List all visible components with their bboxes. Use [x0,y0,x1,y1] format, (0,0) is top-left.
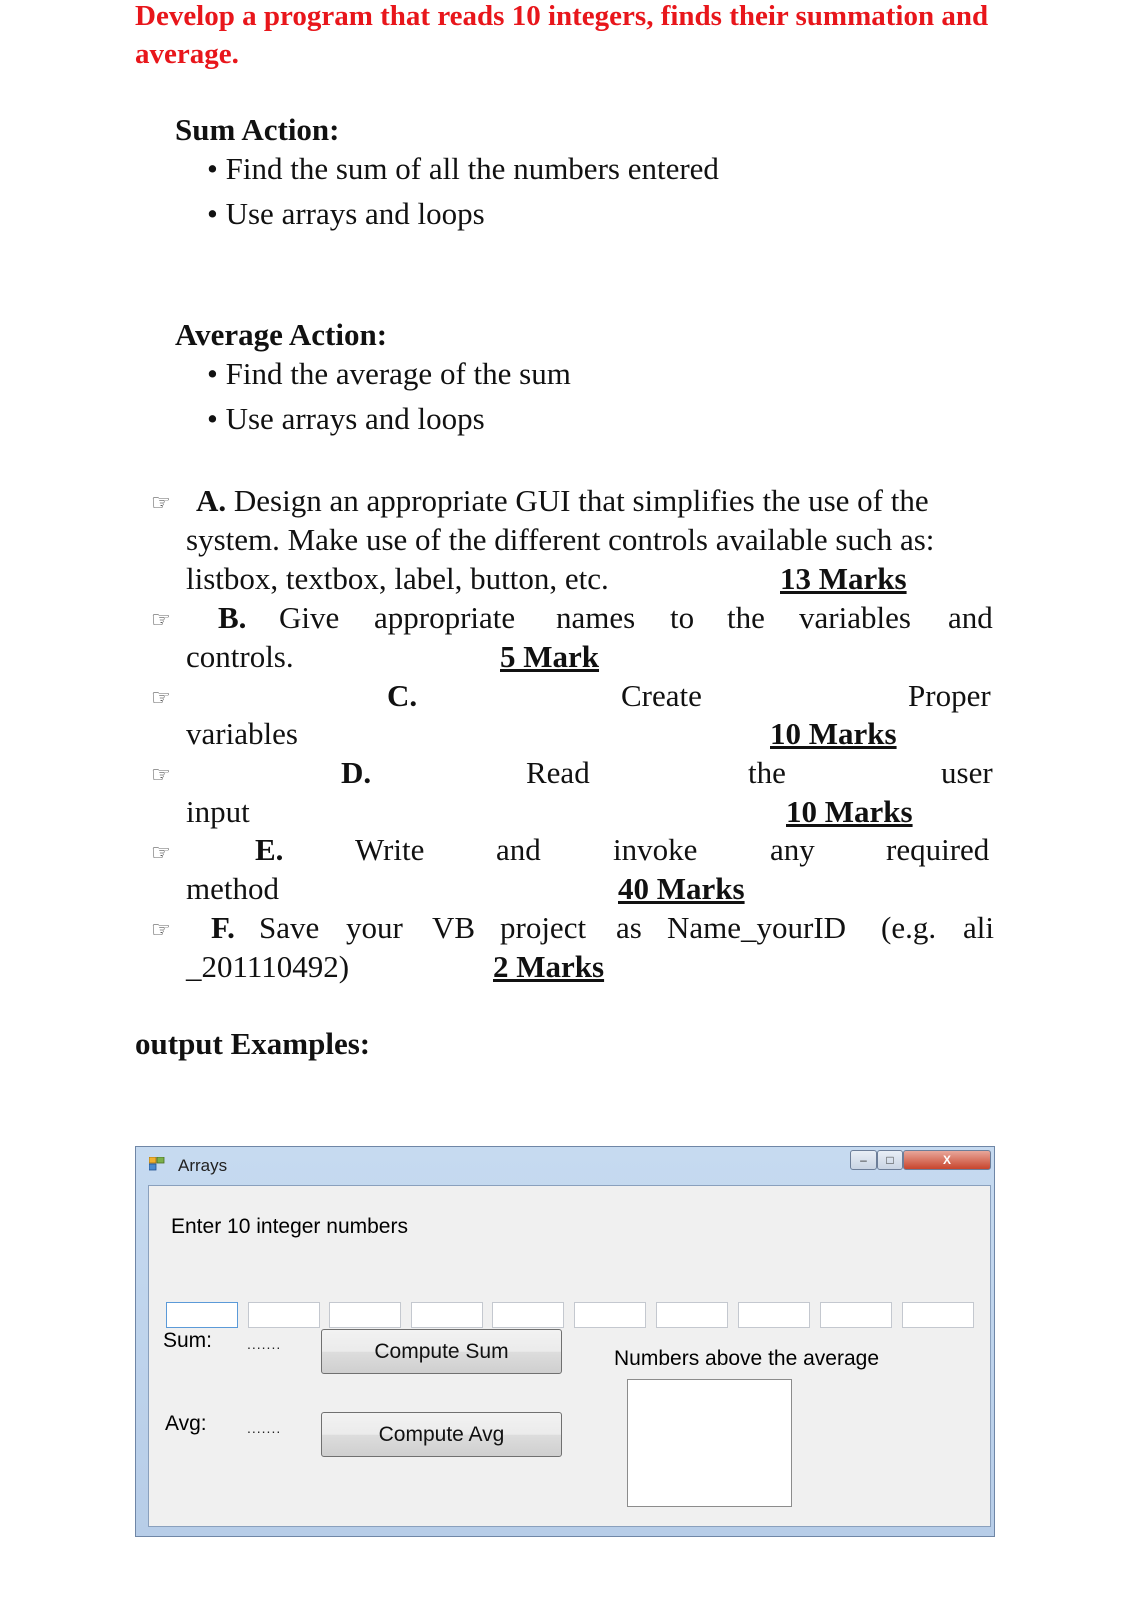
task-d-word: the [748,755,786,790]
task-f-word: Name_yourID [667,910,847,945]
pointing-hand-icon: ☞ [151,918,171,943]
arrays-window [135,1146,995,1537]
number-input-5[interactable] [492,1302,564,1328]
pointing-hand-icon: ☞ [151,763,171,788]
task-c-line2: variables [186,716,298,751]
task-b-marks: 5 Mark [500,639,600,674]
task-c-word: Proper [908,678,991,713]
task-b-letter: B. [218,600,247,635]
close-button[interactable]: X [903,1150,991,1170]
numbers-above-average-listbox[interactable] [627,1379,792,1507]
task-b-word: names [556,600,636,635]
compute-avg-button[interactable]: Compute Avg [321,1412,562,1457]
task-f-word: Save [259,910,320,945]
avg-label: Avg: [165,1412,207,1435]
task-f-word: your [346,910,403,945]
task-e-marks: 40 Marks [618,871,745,906]
sum-label: Sum: [163,1329,213,1352]
task-d-word: user [941,755,993,790]
task-d-word: Read [526,755,590,790]
task-d-marks: 10 Marks [786,794,913,829]
numbers-above-average-label: Numbers above the average [614,1347,879,1370]
task-c-marks: 10 Marks [770,716,897,751]
task-e-word: Write [355,832,425,867]
task-f-letter: F. [211,910,235,945]
task-b-word: to [670,600,695,635]
pointing-hand-icon: ☞ [151,686,171,711]
task-d-letter: D. [341,755,372,790]
number-input-6[interactable] [574,1302,646,1328]
list-item: • Find the average of the sum [207,356,571,391]
task-b-word: and [948,600,993,635]
task-e-word: invoke [613,832,698,867]
list-item: • Use arrays and loops [207,196,485,231]
task-b-word: variables [799,600,911,635]
number-input-8[interactable] [738,1302,810,1328]
task-e-word: required [886,832,990,867]
average-action-heading: Average Action: [175,317,388,352]
task-a-line2: system. Make use of the different controls available such as: [186,522,935,557]
pointing-hand-icon: ☞ [151,491,171,516]
number-input-9[interactable] [820,1302,892,1328]
minimize-button[interactable]: – [850,1150,877,1170]
task-a-line3: listbox, textbox, label, button, etc. [186,561,609,596]
window-title: Arrays [178,1156,228,1175]
task-e-letter: E. [255,832,284,867]
number-input-3[interactable] [329,1302,401,1328]
task-f-marks: 2 Marks [493,949,605,984]
form-client-area [148,1185,991,1527]
app-form-icon [149,1157,165,1171]
number-input-1[interactable] [166,1302,238,1328]
pointing-hand-icon: ☞ [151,841,171,866]
list-item: • Use arrays and loops [207,401,485,436]
number-input-4[interactable] [411,1302,483,1328]
task-b-word: Give [279,600,340,635]
number-input-2[interactable] [248,1302,320,1328]
number-input-7[interactable] [656,1302,728,1328]
pointing-hand-icon: ☞ [151,608,171,633]
maximize-button[interactable]: □ [877,1150,903,1170]
output-examples-heading: output Examples: [135,1026,371,1061]
prompt-label: Enter 10 integer numbers [171,1215,408,1238]
avg-value: ....... [247,1420,282,1436]
task-f-word: ali [963,910,994,945]
task-a-line1: A. Design an appropriate GUI that simplifies the use of the [196,483,929,518]
task-d-line2: input [186,794,250,829]
task-b-word: appropriate [374,600,516,635]
compute-sum-button[interactable]: Compute Sum [321,1329,562,1374]
task-e-line2: method [186,871,279,906]
task-f-word: project [500,910,587,945]
sum-action-heading: Sum Action: [175,112,340,147]
task-e-word: any [770,832,815,867]
task-e-word: and [496,832,541,867]
page-title: Develop a program that reads 10 integers, finds their summation and average. [135,0,989,70]
number-input-10[interactable] [902,1302,974,1328]
task-b-word: the [727,600,765,635]
task-f-line2: _201110492) [186,949,350,984]
sum-value: ....... [247,1336,282,1352]
task-b-line2: controls. [186,639,294,674]
list-item: • Find the sum of all the numbers entered [207,151,719,186]
task-a-marks: 13 Marks [780,561,907,596]
task-f-word: (e.g. [881,910,937,945]
task-c-letter: C. [387,678,418,713]
task-c-word: Create [621,678,702,713]
task-f-word: as [616,910,642,945]
task-f-word: VB [432,910,476,945]
